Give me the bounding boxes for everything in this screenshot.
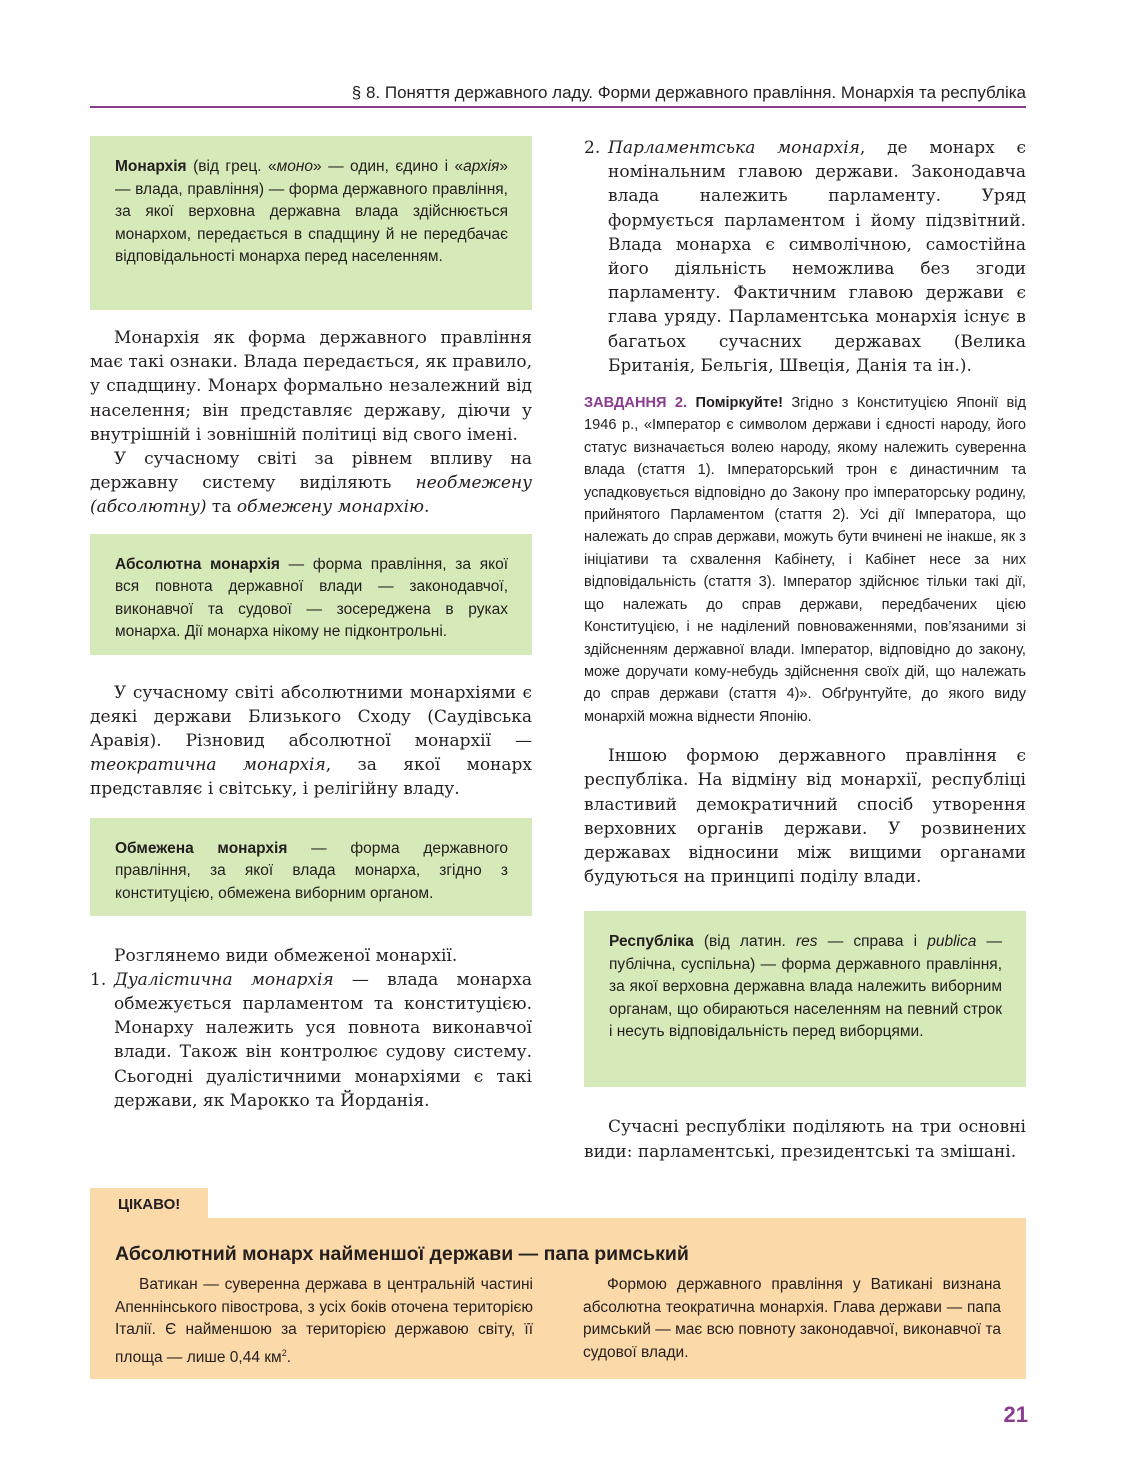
limited-monarchy-types-list-continued xyxy=(584,136,1026,378)
page-number: 21 xyxy=(1003,1402,1028,1427)
task-2 xyxy=(584,392,1026,728)
paragraph-limited-types-intro: Розглянемо види обмеженої монархії. xyxy=(114,945,458,966)
text: У сучасному світі за рівнем впливу на державну систему виділяють xyxy=(90,449,532,494)
definition-text: publica xyxy=(927,933,977,951)
republic-definition-box xyxy=(584,911,1026,1087)
interest-text: . xyxy=(286,1348,292,1366)
definition-text: » — влада, правління) — форма державного правління, за якої верховна державна влада здійснюється монархом, передається в спадщину й не передбачає відповідальності монарха перед населенням. xyxy=(115,158,508,265)
limited-monarchy-definition-box xyxy=(90,818,532,916)
definition-text: моно xyxy=(276,158,313,175)
superscript: 2 xyxy=(281,1347,287,1358)
interest-text: Ватикан — суверенна держава в центральній частині Апеннінського півострова, з усіх боків оточена територією Італії. Є найменшою за територією державою світу, її площа — лише 0,44 км xyxy=(115,1276,533,1366)
body-text xyxy=(90,681,532,802)
body-text xyxy=(90,944,532,1113)
paragraph-monarchy-types xyxy=(90,447,532,520)
body-text xyxy=(584,1115,1026,1163)
text: , за якої монарх представляє і світську, і релігійну владу. xyxy=(90,755,532,800)
list-item-text: , де монарх є номінальним главою держави. Законодавча влада належить парламенту. Уряд формується парламентом і йому підзвітний. Влада монарха є символічною, самостійна його діяльність неможлива без згоди парламенту. Фактичним главою держави є глава уряду. Парламентська монархія існує в багатьох сучасних державах (Велика Британія, Бельгія, Швеція, Данія та ін.). xyxy=(608,138,1026,376)
left-column xyxy=(90,136,532,1113)
term-absolute-monarchy: Абсолютна монархія xyxy=(115,555,280,573)
paragraph-monarchy-features: Монархія як форма державного правління має такі ознаки. Влада передається, як правило, у спадщину. Монарх формально незалежний від населення; він представляє державу, діючи у внутрішній і зовнішній політиці від свого імені. xyxy=(90,328,532,445)
term-unlimited-monarchy: необмежену (абсолютну) xyxy=(90,473,532,518)
body-text xyxy=(584,136,1026,378)
definition-text: res xyxy=(796,933,818,951)
term-monarchy: Монархія xyxy=(115,158,187,175)
interest-column-left xyxy=(115,1274,533,1369)
paragraph-absolute-examples xyxy=(90,681,532,802)
definition-text: (від грец. « xyxy=(186,158,277,175)
right-column xyxy=(584,136,1026,1164)
task-prompt: Поміркуйте! xyxy=(695,395,783,412)
body-text xyxy=(584,744,1026,889)
list-number: 1. xyxy=(90,969,107,990)
definition-text: — справа і xyxy=(817,933,928,951)
interest-tab-label: ЦІКАВО! xyxy=(118,1196,181,1213)
definition-text: — форма правління, за якої вся повнота державної влади — законодавчої, виконавчої та судової — зосереджена в руках монарха. Дії монарха нікому не підконтрольні. xyxy=(115,555,508,641)
interest-box xyxy=(90,1218,1026,1379)
monarchy-definition-box xyxy=(90,136,532,310)
definition-text: — публічна, суспільна) — форма державного правління, за якої верховна державна влада належить виборним органам, що обираються населенням на певний строк і несуть відповідальність перед виборцями. xyxy=(609,933,1002,1041)
absolute-monarchy-definition-box xyxy=(90,534,532,655)
interest-title: Абсолютний монарх найменшої держави — папа римський xyxy=(115,1243,689,1265)
list-item-text: — влада монарха обмежується парламентом та конституцією. Монарху належить уся повнота виконавчої влади. Також він контролює судову систему. Сьогодні дуалістичними монархіями є такі держави, як Марокко та Йорданія. xyxy=(114,969,532,1111)
interest-columns xyxy=(115,1274,1001,1369)
body-text xyxy=(90,326,532,520)
task-text: Згідно з Конституцією Японії від 1946 р., «Імператор є символом держави і єдності народу, його статус визначається волею народу, якому належить суверенна влада (стаття 1). Імператорський трон є династичним та успадковується відповідно до Закону про імператорську родину, прийнятого Парламентом (стаття 2). Усі дії Імператора, що належать до справ держави, можуть бути вчинені не інакше, як з ініціативи та схвалення Кабінету, і Кабінет несе за них відповідальність (стаття 3). Імператор здійснює тільки такі дії, що належать до справ держави, передбачених цією Конституцією, і не наділений повноваженнями, пов’язаними зі здійсненням державної влади. Імператор, відповідно до закону, може доручати кому-небудь здійснення своїх дій, що належать до справ держави (стаття 4)». Обґрунтуйте, до якого виду монархій можна віднести Японію. xyxy=(584,395,1026,725)
interest-tab xyxy=(90,1188,208,1218)
task-label: ЗАВДАННЯ 2. xyxy=(584,395,688,412)
list-item xyxy=(90,968,532,1113)
term-parliamentary-monarchy: Парламентська монархія xyxy=(608,138,860,158)
running-header xyxy=(90,80,1026,108)
paragraph-republic-intro: Іншою формою державного правління є республіка. На відміну від монархії, республіці властивий демократичний спосіб утворення верховних органів держави. У розвинених державах відносини між вищими органами будуються на принципі поділу влади. xyxy=(584,746,1026,888)
definition-text: » — один, єдино і « xyxy=(313,158,464,175)
interest-column-right: Формою державного правління у Ватикані визнана абсолютна теократична монархія. Глава держави — папа римський — має всю повноту законодавчої, виконавчої та судової влади. xyxy=(583,1276,1001,1361)
text: У сучасному світі абсолютними монархіями є деякі держави Близького Сходу (Саудівська Аравія). Різновид абсолютної монархії — xyxy=(90,682,532,752)
term-limited-monarchy: обмежену монархію xyxy=(236,497,425,518)
list-item xyxy=(584,136,1026,378)
text: та xyxy=(206,497,237,518)
running-title: § 8. Поняття державного ладу. Форми державного правління. Монархія та республіка xyxy=(351,83,1026,102)
term-dualistic-monarchy: Дуалістична монархія xyxy=(114,969,334,990)
definition-text: архія xyxy=(463,158,500,175)
list-number: 2. xyxy=(584,138,601,158)
paragraph-republic-types: Сучасні республіки поділяють на три основні види: парламентські, президентські та змішані. xyxy=(584,1117,1026,1162)
term-theocratic-monarchy: теократична монархія xyxy=(90,755,326,776)
text: . xyxy=(424,497,430,518)
definition-text: — форма державного правління, за якої влада монарха, згідно з конституцією, обмежена виборним органом. xyxy=(115,839,509,902)
term-republic: Республіка xyxy=(609,933,694,951)
definition-text: (від латин. xyxy=(693,933,797,951)
term-limited-monarchy: Обмежена монархія xyxy=(115,839,288,857)
limited-monarchy-types-list xyxy=(90,968,532,1113)
